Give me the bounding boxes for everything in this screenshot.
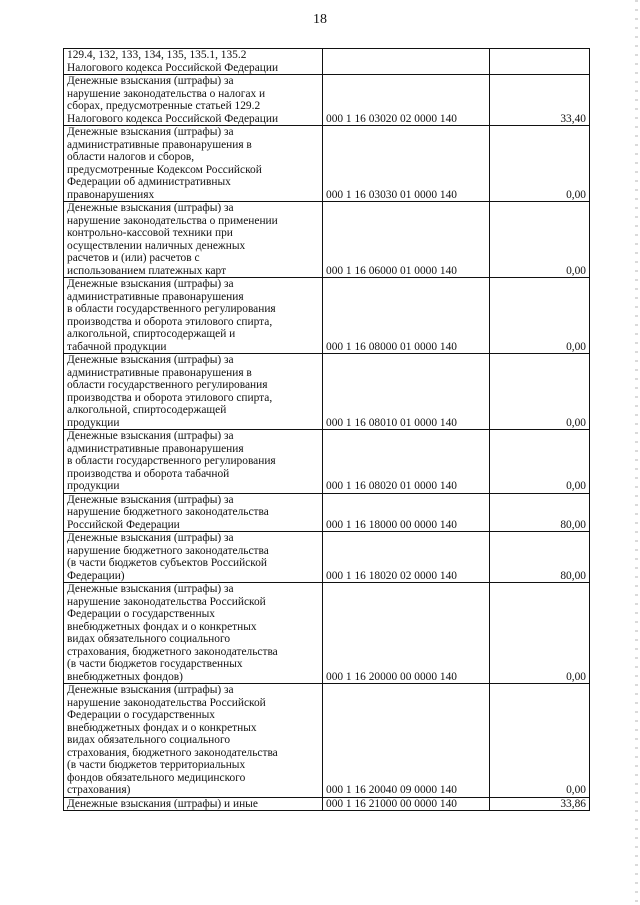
row-description: Денежные взыскания (штрафы) за нарушение бюджетного законодательства Российской Федерации [64,493,323,532]
row-amount: 0,00 [490,684,590,798]
row-description: Денежные взыскания (штрафы) за нарушение законодательства Российской Федерации о государственных внебюджетных фондах и о конкретных видах обязательного социального страхования, бюджетного законодательства (в части бюджетов государственных внебюджетных фондов) [64,583,323,684]
row-description: Денежные взыскания (штрафы) за нарушение законодательства о налогах и сборах, предусмотренные статьей 129.2 Налогового кодекса Российской Федерации [64,75,323,126]
row-amount: 0,00 [490,430,590,494]
row-amount: 0,00 [490,583,590,684]
row-budget-code: 000 1 16 06000 01 0000 140 [323,202,490,278]
row-amount [490,49,590,75]
table-row [64,583,590,684]
row-description: Денежные взыскания (штрафы) за нарушение законодательства о применении контрольно-кассовой техники при осуществлении наличных денежных расчетов и (или) расчетов с использованием платежных карт [64,202,323,278]
table-row [64,684,590,798]
row-amount: 33,40 [490,75,590,126]
row-budget-code: 000 1 16 18020 02 0000 140 [323,532,490,583]
row-description: Денежные взыскания (штрафы) за нарушение законодательства Российской Федерации о государственных внебюджетных фондах и о конкретных видах обязательного социального страхования, бюджетного законодательства (в части бюджетов территориальных фондов обязательного медицинского страхования) [64,684,323,798]
row-budget-code: 000 1 16 08010 01 0000 140 [323,354,490,430]
row-amount: 80,00 [490,493,590,532]
table-row [64,532,590,583]
row-description: Денежные взыскания (штрафы) за административные правонарушения в области налогов и сборов, предусмотренные Кодексом Российской Федерации об административных правонарушениях [64,126,323,202]
revenue-table-body [64,49,590,811]
row-amount: 33,86 [490,797,590,811]
table-row [64,797,590,811]
row-description: Денежные взыскания (штрафы) за административные правонарушения в области государственного регулирования производства и оборота этилового спирта, алкогольной, спиртосодержащей продукции [64,354,323,430]
table-row [64,75,590,126]
row-budget-code: 000 1 16 20040 09 0000 140 [323,684,490,798]
table-row [64,493,590,532]
row-description: Денежные взыскания (штрафы) за административные правонарушения в области государственного регулирования производства и оборота этилового спирта, алкогольной, спиртосодержащей и табачной продукции [64,278,323,354]
row-amount: 80,00 [490,532,590,583]
row-budget-code: 000 1 16 18000 00 0000 140 [323,493,490,532]
row-amount: 0,00 [490,278,590,354]
page-number: 18 [313,12,327,27]
row-description: Денежные взыскания (штрафы) за административные правонарушения в области государственного регулирования производства и оборота табачной продукции [64,430,323,494]
row-budget-code: 000 1 16 20000 00 0000 140 [323,583,490,684]
table-row [64,126,590,202]
row-budget-code: 000 1 16 03030 01 0000 140 [323,126,490,202]
row-description: Денежные взыскания (штрафы) за нарушение бюджетного законодательства (в части бюджетов субъектов Российской Федерации) [64,532,323,583]
row-description: 129.4, 132, 133, 134, 135, 135.1, 135.2 Налогового кодекса Российской Федерации [64,49,323,75]
table-row [64,202,590,278]
row-budget-code: 000 1 16 08000 01 0000 140 [323,278,490,354]
row-amount: 0,00 [490,354,590,430]
table-row [64,278,590,354]
row-budget-code: 000 1 16 21000 00 0000 140 [323,797,490,811]
row-budget-code [323,49,490,75]
row-amount: 0,00 [490,126,590,202]
revenue-table [63,48,590,811]
row-amount: 0,00 [490,202,590,278]
scan-edge-marks [635,0,638,905]
table-row [64,49,590,75]
row-description: Денежные взыскания (штрафы) и иные [64,797,323,811]
row-budget-code: 000 1 16 08020 01 0000 140 [323,430,490,494]
table-row [64,430,590,494]
table-row [64,354,590,430]
row-budget-code: 000 1 16 03020 02 0000 140 [323,75,490,126]
